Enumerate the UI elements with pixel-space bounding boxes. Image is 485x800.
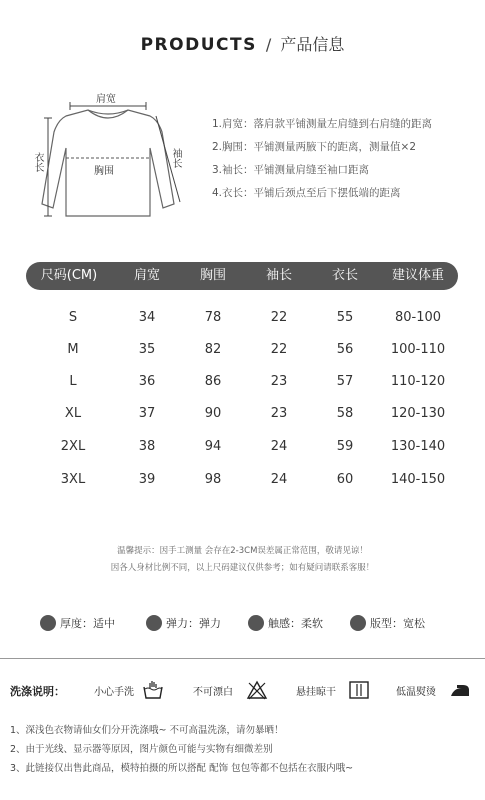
cell-weight: 80-100 (394, 310, 442, 325)
cell-sleeve: 23 (270, 406, 288, 421)
footer-note-3: 3、此链接仅出售此商品，模特拍摄的所以搭配 配饰 包包等都不包括在衣服内哦~ (10, 763, 354, 774)
texture-icon (248, 615, 264, 631)
table-row (26, 368, 458, 396)
fit-icon (350, 615, 366, 631)
cell-sleeve: 22 (270, 310, 288, 325)
measurement-diagram (22, 86, 194, 226)
attr-texture: 触感：柔软 (248, 613, 323, 635)
thickness-icon (40, 615, 56, 631)
cell-shoulder: 35 (138, 342, 156, 357)
label-chest: 胸围 (94, 166, 114, 177)
wash-item-bleach: 不可漂白 (193, 687, 233, 698)
cell-weight: 140-150 (390, 472, 446, 487)
cell-weight: 110-120 (390, 374, 446, 389)
cell-shoulder: 39 (138, 472, 156, 487)
label-length: 衣长 (32, 152, 43, 172)
cell-size: S (68, 310, 78, 325)
title-cn: 产品信息 (280, 35, 345, 54)
footer-note-1: 1、深浅色衣物请仙女们分开洗涤哦~ 不可高温洗涤，请勿暴晒！ (10, 725, 284, 736)
no-bleach-icon (246, 680, 268, 700)
page-title (0, 32, 485, 55)
attr-elasticity: 弹力：弹力 (146, 613, 221, 635)
cell-shoulder: 38 (138, 439, 156, 454)
cell-shoulder: 34 (138, 310, 156, 325)
cell-sleeve: 24 (270, 472, 288, 487)
wash-label: 洗涤说明： (10, 685, 65, 698)
cell-length: 57 (336, 374, 354, 389)
cell-chest: 78 (204, 310, 222, 325)
title-en: PRODUCTS (140, 35, 257, 55)
cell-size: M (67, 342, 79, 357)
label-sleeve: 袖长 (170, 148, 181, 168)
cell-chest: 98 (204, 472, 222, 487)
header-size: 尺码(CM) (40, 268, 98, 283)
header-weight: 建议体重 (391, 268, 444, 283)
cell-length: 60 (336, 472, 354, 487)
header-shoulder: 肩宽 (133, 268, 160, 283)
cell-length: 55 (336, 310, 354, 325)
title-separator: / (265, 35, 272, 54)
cell-weight: 130-140 (390, 439, 446, 454)
elasticity-icon (146, 615, 162, 631)
note-length: 4.衣长：平铺后颈点至后下摆低端的距离 (212, 187, 401, 199)
note-chest: 2.胸围：平铺测量两腋下的距离，测量值×2 (212, 141, 416, 153)
cell-size: XL (64, 406, 82, 421)
cell-length: 58 (336, 406, 354, 421)
label-shoulder: 肩宽 (96, 94, 116, 105)
wash-instructions (10, 680, 480, 702)
cell-sleeve: 23 (270, 374, 288, 389)
table-row (26, 433, 458, 461)
table-row (26, 304, 458, 332)
cell-weight: 100-110 (390, 342, 446, 357)
hand-wash-icon (142, 680, 164, 700)
header-sleeve: 袖长 (265, 268, 292, 283)
table-row (26, 466, 458, 494)
cell-chest: 90 (204, 406, 222, 421)
header-length: 衣长 (331, 268, 358, 283)
cell-size: 2XL (60, 439, 86, 454)
wash-item-hand: 小心手洗 (94, 687, 134, 698)
cell-length: 56 (336, 342, 354, 357)
cell-chest: 82 (204, 342, 222, 357)
cell-shoulder: 36 (138, 374, 156, 389)
table-row (26, 336, 458, 364)
wash-item-iron: 低温熨烫 (396, 687, 436, 698)
low-iron-icon (448, 680, 472, 700)
attr-thickness: 厚度：适中 (40, 613, 115, 635)
cell-sleeve: 22 (270, 342, 288, 357)
cell-shoulder: 37 (138, 406, 156, 421)
table-row (26, 400, 458, 428)
cell-length: 59 (336, 439, 354, 454)
cell-size: L (69, 374, 77, 389)
cell-chest: 86 (204, 374, 222, 389)
tip-line-2: 因各人身材比例不同，以上尺码建议仅供参考；如有疑问请联系客服！ (110, 563, 375, 573)
cell-sleeve: 24 (270, 439, 288, 454)
note-sleeve: 3.袖长：平铺测量肩缝至袖口距离 (212, 164, 370, 176)
tip-line-1: 温馨提示：因手工测量 会存在2-3CM误差属正常范围，敬请见谅！ (117, 546, 368, 556)
size-table-header (26, 262, 458, 290)
cell-chest: 94 (204, 439, 222, 454)
footer-note-2: 2、由于光线、显示器等原因，图片颜色可能与实物有细微差别 (10, 744, 273, 755)
fabric-attributes (40, 613, 460, 635)
cell-weight: 120-130 (390, 406, 446, 421)
attr-fit: 版型：宽松 (350, 613, 425, 635)
cell-size: 3XL (60, 472, 86, 487)
wash-item-hang: 悬挂晾干 (296, 687, 336, 698)
header-chest: 胸围 (199, 268, 226, 283)
note-shoulder: 1.肩宽：落肩款平铺测量左肩缝到右肩缝的距离 (212, 118, 433, 130)
hang-dry-icon (348, 680, 370, 700)
divider (0, 658, 485, 659)
